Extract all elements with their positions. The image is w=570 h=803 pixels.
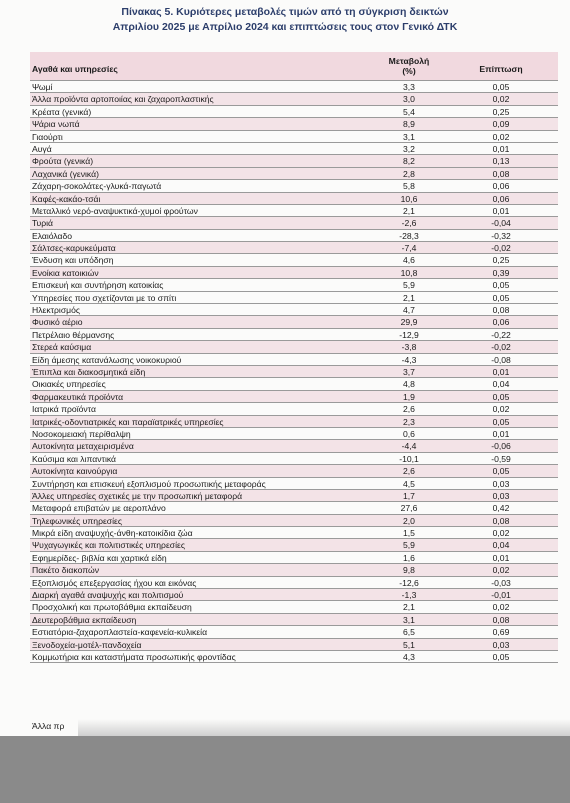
table-row bbox=[30, 428, 558, 440]
row-label: Αυτοκίνητα καινούργια bbox=[32, 466, 118, 477]
row-impact: -0,02 bbox=[491, 342, 511, 353]
row-label: Άλλα προϊόντα αρτοποιίας και ζαχαροπλαστικής bbox=[32, 94, 214, 105]
row-impact: 0,25 bbox=[492, 106, 510, 117]
table-row bbox=[30, 143, 558, 155]
row-change: 3,0 bbox=[403, 94, 415, 105]
row-label: Καφές-κακάο-τσάι bbox=[32, 193, 101, 204]
table-row bbox=[30, 490, 558, 502]
row-label: Καύσιμα και λιπαντικά bbox=[32, 453, 117, 464]
table-title bbox=[0, 5, 570, 35]
row-change: -12,9 bbox=[399, 329, 419, 340]
row-impact: 0,01 bbox=[492, 428, 510, 439]
row-change: 9,8 bbox=[403, 565, 415, 576]
table-row bbox=[30, 478, 558, 490]
row-label: Νοσοκομειακή περίθαλψη bbox=[32, 428, 131, 439]
table-row bbox=[30, 118, 558, 130]
row-change: 3,1 bbox=[403, 131, 415, 142]
row-label: Αυτοκίνητα μεταχειρισμένα bbox=[32, 441, 134, 452]
row-label: Είδη άμεσης κατανάλωσης νοικοκυριού bbox=[32, 354, 182, 365]
row-label: Υπηρεσίες που σχετίζονται με το σπίτι bbox=[32, 292, 177, 303]
row-label: Ζάχαρη-σοκολάτες-γλυκά-παγωτά bbox=[32, 181, 162, 192]
table-row bbox=[30, 93, 558, 105]
row-change: 2,6 bbox=[403, 466, 415, 477]
table-row bbox=[30, 589, 558, 601]
table-body bbox=[30, 81, 558, 663]
table-row bbox=[30, 304, 558, 316]
table-row bbox=[30, 564, 558, 576]
row-impact: 0,01 bbox=[492, 366, 510, 377]
table-row bbox=[30, 539, 558, 551]
table-row bbox=[30, 552, 558, 564]
row-impact: -0,32 bbox=[491, 230, 511, 241]
row-label: Εστιατόρια-ζαχαροπλαστεία-καφενεία-κυλικεία bbox=[32, 627, 208, 638]
table-row bbox=[30, 205, 558, 217]
row-change: -10,1 bbox=[399, 453, 419, 464]
row-impact: 0,05 bbox=[492, 391, 510, 402]
table-row bbox=[30, 230, 558, 242]
row-label: Σάλτσες-καρυκεύματα bbox=[32, 243, 116, 254]
row-change: 5,9 bbox=[403, 540, 415, 551]
table-row bbox=[30, 106, 558, 118]
row-change: 5,8 bbox=[403, 181, 415, 192]
row-change: 10,6 bbox=[400, 193, 418, 204]
table-row bbox=[30, 391, 558, 403]
table-row bbox=[30, 242, 558, 254]
row-change: 5,9 bbox=[403, 280, 415, 291]
row-change: 4,5 bbox=[403, 478, 415, 489]
row-impact: 0,05 bbox=[492, 651, 510, 662]
row-label: Δευτεροβάθμια εκπαίδευση bbox=[32, 614, 137, 625]
row-impact: 0,05 bbox=[492, 280, 510, 291]
table-row bbox=[30, 341, 558, 353]
row-label: Πετρέλαιο θέρμανσης bbox=[32, 329, 115, 340]
table-row bbox=[30, 601, 558, 613]
table-row bbox=[30, 403, 558, 415]
row-change: 1,9 bbox=[403, 391, 415, 402]
row-change: 4,3 bbox=[403, 651, 415, 662]
title-line-2: Απριλίου 2025 με Απρίλιο 2024 και επιπτώσεις τους στον Γενικό ΔΤΚ bbox=[112, 21, 458, 33]
table-row bbox=[30, 614, 558, 626]
table-row bbox=[30, 515, 558, 527]
row-change: 29,9 bbox=[400, 317, 418, 328]
table-row bbox=[30, 180, 558, 192]
row-label: Μεταλλικό νερό-αναψυκτικά-χυμοί φρούτων bbox=[32, 205, 198, 216]
row-impact: 0,09 bbox=[492, 119, 510, 130]
row-impact: 0,42 bbox=[492, 503, 510, 514]
row-impact: 0,05 bbox=[492, 82, 510, 92]
row-impact: 0,05 bbox=[492, 292, 510, 303]
row-label: Εφημερίδες- βιβλία και χαρτικά είδη bbox=[32, 552, 167, 563]
row-label: Οικιακές υπηρεσίες bbox=[32, 379, 106, 390]
row-change: 3,7 bbox=[403, 366, 415, 377]
row-label: Ιατρικά προϊόντα bbox=[32, 404, 96, 415]
partial-row-label: Άλλα πρ bbox=[32, 721, 65, 731]
price-change-table bbox=[30, 52, 558, 663]
row-label: Φρούτα (γενικά) bbox=[32, 156, 94, 167]
row-label: Αυγά bbox=[32, 143, 52, 154]
row-impact: 0,69 bbox=[492, 627, 510, 638]
row-impact: -0,03 bbox=[491, 577, 511, 588]
row-impact: 0,01 bbox=[492, 552, 510, 563]
row-impact: 0,08 bbox=[492, 305, 510, 316]
row-impact: 0,03 bbox=[492, 478, 510, 489]
row-impact: 0,05 bbox=[492, 416, 510, 427]
row-impact: 0,02 bbox=[492, 565, 510, 576]
row-impact: 0,13 bbox=[492, 156, 510, 167]
table-row bbox=[30, 81, 558, 93]
row-change: -4,3 bbox=[401, 354, 417, 365]
row-impact: 0,03 bbox=[492, 639, 510, 650]
row-impact: -0,06 bbox=[491, 441, 511, 452]
row-label: Ηλεκτρισμός bbox=[32, 305, 80, 316]
row-label: Μικρά είδη αναψυχής-άνθη-κατοικίδια ζώα bbox=[32, 528, 193, 539]
table-row bbox=[30, 267, 558, 279]
row-label: Τυριά bbox=[32, 218, 53, 229]
row-impact: 0,01 bbox=[492, 205, 510, 216]
table-row bbox=[30, 626, 558, 638]
table-row bbox=[30, 193, 558, 205]
row-label: Στερεά καύσιμα bbox=[32, 342, 92, 353]
row-label: Φυσικό αέριο bbox=[32, 317, 83, 328]
row-label: Ελαιόλαδο bbox=[32, 230, 73, 241]
row-change: 4,8 bbox=[403, 379, 415, 390]
row-change: 1,7 bbox=[403, 490, 415, 501]
table-row bbox=[30, 354, 558, 366]
row-impact: 0,06 bbox=[492, 193, 510, 204]
row-change: 4,7 bbox=[403, 305, 415, 316]
row-change: 2,8 bbox=[403, 168, 415, 179]
row-impact: 0,08 bbox=[492, 168, 510, 179]
row-change: 2,6 bbox=[403, 404, 415, 415]
header-impact: Επίπτωση bbox=[479, 64, 523, 74]
row-impact: -0,08 bbox=[491, 354, 511, 365]
table-row bbox=[30, 378, 558, 390]
row-impact: 0,06 bbox=[492, 181, 510, 192]
row-change: -2,6 bbox=[401, 218, 417, 229]
table-row bbox=[30, 329, 558, 341]
row-change: -1,3 bbox=[401, 590, 417, 601]
table-row bbox=[30, 651, 558, 663]
table-header bbox=[30, 52, 558, 81]
row-impact: 0,03 bbox=[492, 490, 510, 501]
table-row bbox=[30, 366, 558, 378]
row-label: Πακέτο διακοπών bbox=[32, 565, 100, 576]
row-change: -4,4 bbox=[401, 441, 417, 452]
row-impact: -0,02 bbox=[491, 243, 511, 254]
row-label: Ξενοδοχεία-μοτέλ-πανδοχεία bbox=[32, 639, 142, 650]
row-label: Μεταφορά επιβατών με αεροπλάνο bbox=[32, 503, 166, 514]
row-change: 4,6 bbox=[403, 255, 415, 266]
row-change: 5,1 bbox=[403, 639, 415, 650]
row-label: Προσχολική και πρωτοβάθμια εκπαίδευση bbox=[32, 602, 192, 613]
header-goods: Αγαθά και υπηρεσίες bbox=[32, 64, 118, 74]
table-row bbox=[30, 168, 558, 180]
row-label: Επισκευή και συντήρηση κατοικίας bbox=[32, 280, 164, 291]
title-line-1: Πίνακας 5. Κυριότερες μεταβολές τιμών από τη σύγκριση δεικτών bbox=[121, 6, 449, 18]
row-change: 10,8 bbox=[400, 267, 418, 278]
row-change: 5,4 bbox=[403, 106, 415, 117]
row-change: 8,9 bbox=[403, 119, 415, 130]
blurred-footer bbox=[0, 736, 570, 803]
row-impact: 0,02 bbox=[492, 94, 510, 105]
table-row bbox=[30, 316, 558, 328]
row-label: Ενοίκια κατοικιών bbox=[32, 267, 99, 278]
row-change: 2,1 bbox=[403, 205, 415, 216]
table-row bbox=[30, 155, 558, 167]
row-change: -7,4 bbox=[401, 243, 417, 254]
row-label: Τηλεφωνικές υπηρεσίες bbox=[32, 515, 122, 526]
row-impact: -0,01 bbox=[491, 590, 511, 601]
row-impact: 0,04 bbox=[492, 379, 510, 390]
table-row bbox=[30, 292, 558, 304]
blurred-area bbox=[78, 719, 570, 736]
row-label: Ψυχαγωγικές και πολιτιστικές υπηρεσίες bbox=[32, 540, 185, 551]
row-impact: 0,04 bbox=[492, 540, 510, 551]
row-change: -28,3 bbox=[399, 230, 419, 241]
row-impact: 0,02 bbox=[492, 404, 510, 415]
row-change: 3,2 bbox=[403, 143, 415, 154]
row-impact: 0,06 bbox=[492, 317, 510, 328]
row-label: Έπιπλα και διακοσμητικά είδη bbox=[32, 366, 146, 377]
row-impact: -0,59 bbox=[491, 453, 511, 464]
row-impact: -0,22 bbox=[491, 329, 511, 340]
table-row bbox=[30, 254, 558, 266]
row-change: 8,2 bbox=[403, 156, 415, 167]
table-row bbox=[30, 577, 558, 589]
row-change: 2,0 bbox=[403, 515, 415, 526]
row-impact: -0,04 bbox=[491, 218, 511, 229]
table-row bbox=[30, 440, 558, 452]
table-row bbox=[30, 131, 558, 143]
table-row bbox=[30, 416, 558, 428]
row-label: Ψάρια νωπά bbox=[32, 119, 80, 130]
row-label: Εξοπλισμός επεξεργασίας ήχου και εικόνας bbox=[32, 577, 197, 588]
row-change: 3,1 bbox=[403, 614, 415, 625]
row-change: -3,8 bbox=[401, 342, 417, 353]
row-change: 1,5 bbox=[403, 528, 415, 539]
table-row bbox=[30, 465, 558, 477]
row-change: 3,3 bbox=[403, 82, 415, 92]
row-change: 2,1 bbox=[403, 602, 415, 613]
row-label: Γιαούρτι bbox=[32, 131, 63, 142]
row-change: 1,6 bbox=[403, 552, 415, 563]
row-label: Ένδυση και υπόδηση bbox=[32, 255, 114, 266]
row-impact: 0,39 bbox=[492, 267, 510, 278]
row-impact: 0,02 bbox=[492, 528, 510, 539]
row-label: Ιατρικές-οδοντιατρικές και παραϊατρικές υπηρεσίες bbox=[32, 416, 224, 427]
header-change: Μεταβολή (%) bbox=[388, 56, 430, 76]
row-impact: 0,01 bbox=[492, 143, 510, 154]
row-change: 2,1 bbox=[403, 292, 415, 303]
row-label: Λαχανικά (γενικά) bbox=[32, 168, 99, 179]
table-row bbox=[30, 639, 558, 651]
table-row bbox=[30, 453, 558, 465]
row-change: 0,6 bbox=[403, 428, 415, 439]
table-row bbox=[30, 502, 558, 514]
row-label: Ψωμί bbox=[32, 82, 53, 92]
row-label: Κρέατα (γενικά) bbox=[32, 106, 92, 117]
row-impact: 0,02 bbox=[492, 131, 510, 142]
row-impact: 0,05 bbox=[492, 466, 510, 477]
row-label: Συντήρηση και επισκευή εξοπλισμού προσωπικής μεταφοράς bbox=[32, 478, 266, 489]
row-label: Διαρκή αγαθά αναψυχής και πολιτισμού bbox=[32, 590, 184, 601]
row-impact: 0,08 bbox=[492, 614, 510, 625]
table-row bbox=[30, 279, 558, 291]
row-label: Κομμωτήρια και καταστήματα προσωπικής φροντίδας bbox=[32, 651, 236, 662]
table-row bbox=[30, 527, 558, 539]
row-label: Άλλες υπηρεσίες σχετικές με την προσωπική μεταφορά bbox=[32, 490, 243, 501]
row-change: 27,6 bbox=[400, 503, 418, 514]
row-change: -12,6 bbox=[399, 577, 419, 588]
row-impact: 0,08 bbox=[492, 515, 510, 526]
row-label: Φαρμακευτικά προϊόντα bbox=[32, 391, 124, 402]
row-impact: 0,25 bbox=[492, 255, 510, 266]
row-change: 6,5 bbox=[403, 627, 415, 638]
row-change: 2,3 bbox=[403, 416, 415, 427]
table-row bbox=[30, 217, 558, 229]
row-impact: 0,02 bbox=[492, 602, 510, 613]
